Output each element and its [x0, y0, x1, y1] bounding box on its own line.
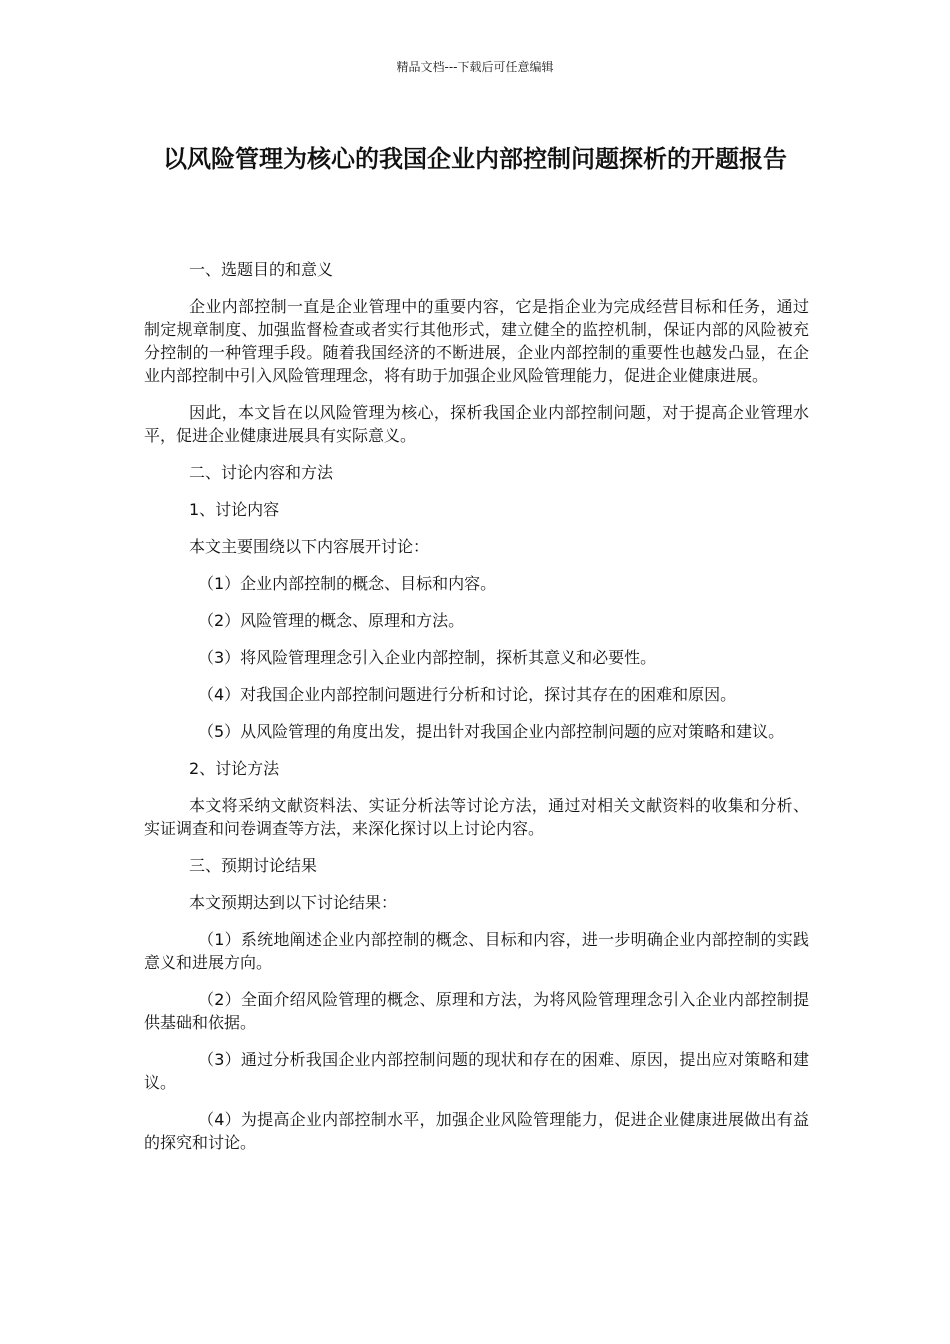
document-title: 以风险管理为核心的我国企业内部控制问题探析的开题报告 [163, 145, 787, 173]
list-item: （2）全面介绍风险管理的概念、原理和方法，为将风险管理理念引入企业内部控制提供基础和依据。 [144, 990, 809, 1032]
subsection-heading: 2、讨论方法 [189, 759, 280, 778]
list-item: （4）对我国企业内部控制问题进行分析和讨论，探讨其存在的困难和原因。 [198, 685, 737, 704]
body-paragraph: 本文预期达到以下讨论结果： [189, 893, 398, 912]
section-heading: 二、讨论内容和方法 [189, 463, 334, 482]
list-item: （1）企业内部控制的概念、目标和内容。 [198, 574, 497, 593]
body-paragraph: 因此，本文旨在以风险管理为核心，探析我国企业内部控制问题，对于提高企业管理水平，促进企业健康进展具有实际意义。 [144, 403, 809, 445]
body-paragraph: 企业内部控制一直是企业管理中的重要内容，它是指企业为完成经营目标和任务，通过制定规章制度、加强监督检查或者实行其他形式，建立健全的监控机制，保证内部的风险被充分控制的一种管理手段。随着我国经济的不断进展，企业内部控制的重要性也越发凸显，在企业内部控制中引入风险管理理念，将有助于加强企业风险管理能力，促进企业健康进展。 [144, 297, 809, 385]
document-body [144, 258, 809, 1168]
body-paragraph: 本文主要围绕以下内容展开讨论： [189, 537, 430, 556]
list-item: （2）风险管理的概念、原理和方法。 [198, 611, 465, 630]
header-note: 精品文档---下载后可任意编辑 [396, 60, 554, 74]
section-heading: 三、预期讨论结果 [189, 856, 318, 875]
subsection-heading: 1、讨论内容 [189, 500, 280, 519]
list-item: （3）将风险管理理念引入企业内部控制，探析其意义和必要性。 [198, 648, 657, 667]
list-item: （5）从风险管理的角度出发，提出针对我国企业内部控制问题的应对策略和建议。 [198, 722, 785, 741]
section-heading: 一、选题目的和意义 [189, 260, 334, 279]
list-item: （1）系统地阐述企业内部控制的概念、目标和内容，进一步明确企业内部控制的实践意义和进展方向。 [144, 930, 809, 972]
list-item: （4）为提高企业内部控制水平，加强企业风险管理能力，促进企业健康进展做出有益的探究和讨论。 [144, 1110, 809, 1152]
list-item: （3）通过分析我国企业内部控制问题的现状和存在的困难、原因，提出应对策略和建议。 [144, 1050, 809, 1092]
body-paragraph: 本文将采纳文献资料法、实证分析法等讨论方法，通过对相关文献资料的收集和分析、实证调查和问卷调查等方法，来深化探讨以上讨论内容。 [144, 796, 809, 838]
